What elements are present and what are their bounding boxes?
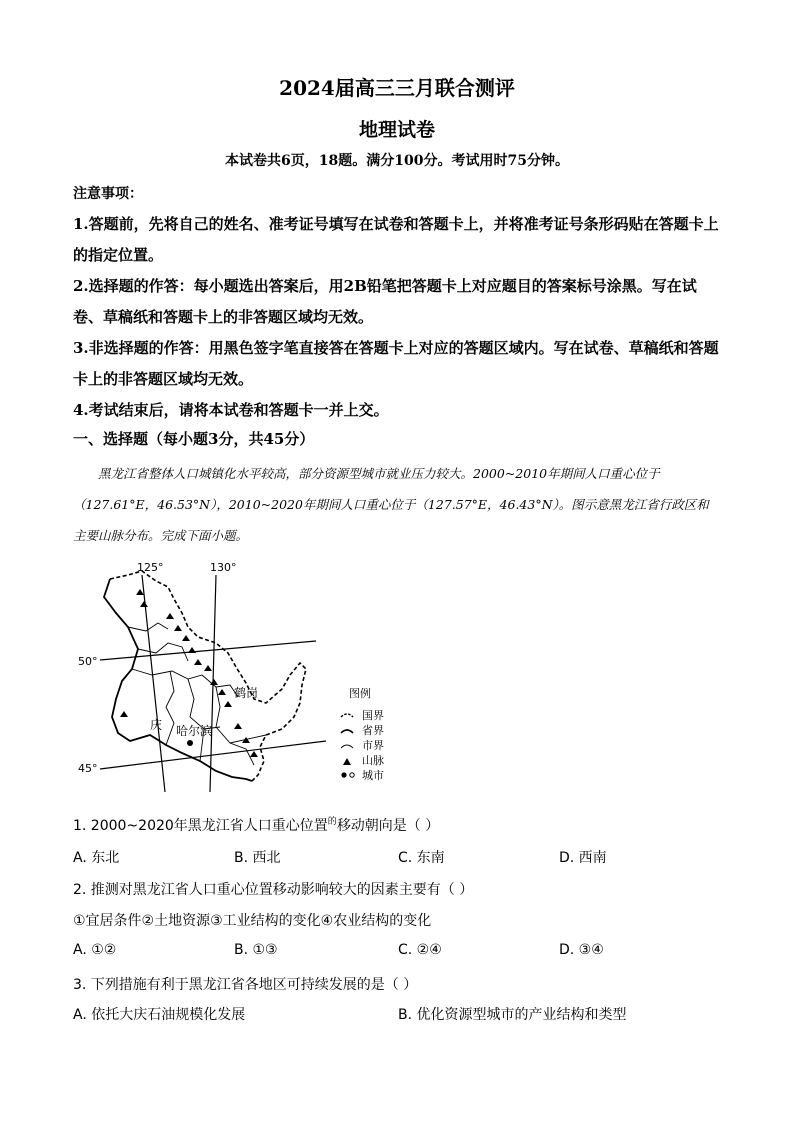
city-boundary — [188, 679, 204, 761]
legend-item: 国界 — [362, 709, 384, 722]
provincial-border — [104, 579, 252, 781]
legend-national-border-symbol — [341, 714, 353, 717]
material-line: 主要山脉分布。完成下面小题。 — [73, 528, 249, 543]
section-heading: 一、选择题（每小题3分，共45分） — [73, 430, 315, 448]
exam-title: 2024届高三三月联合测评 — [279, 76, 515, 100]
question-1-option-c[interactable]: C. 东南 — [398, 850, 445, 866]
question-2-option-b[interactable]: B. ①③ — [234, 942, 278, 958]
city-boundary — [166, 671, 174, 745]
legend-item: 山脉 — [362, 754, 384, 767]
material-line: （127.61°E，46.53°N），2010~2020年期间人口重心位于（127.57°E，46.43°N）。图示意黑龙江省行政区和 — [73, 497, 709, 512]
legend-item: 省界 — [362, 724, 384, 737]
legend-title: 图例 — [349, 687, 371, 700]
question-3-option-b[interactable]: B. 优化资源型城市的产业结构和类型 — [398, 1007, 627, 1023]
question-2-option-d[interactable]: D. ③④ — [559, 942, 604, 958]
question-1-stem: 1. 2000~2020年黑龙江省人口重心位置$^的$移动朝向是（ ） — [73, 817, 440, 834]
meridian-125 — [142, 575, 165, 792]
legend-item: 城市 — [362, 769, 384, 782]
city-label-hegang: 鹤岗 — [234, 686, 259, 700]
legend-mountain-symbol — [343, 758, 351, 765]
notice-list — [73, 209, 723, 426]
question-3-option-a[interactable]: A. 依托大庆石油规模化发展 — [73, 1007, 246, 1023]
legend-item: 市界 — [362, 739, 384, 752]
legend-city-symbol — [350, 773, 354, 777]
legend-provincial-border-symbol — [341, 730, 353, 733]
question-2-option-a[interactable]: A. ①② — [73, 942, 117, 958]
notice-item: 3.非选择题的作答：用黑色签字笔直接答在答题卡上对应的答题区域内。写在试卷、草稿纸和答题卡上的非答题区域均无效。 — [73, 339, 719, 388]
city-boundary — [138, 643, 188, 661]
notice-heading: 注意事项： — [73, 186, 143, 202]
question-material — [73, 458, 723, 551]
question-3-stem: 3. 下列措施有利于黑龙江省各地区可持续发展的是（ ） — [73, 977, 418, 993]
legend-city-symbol — [341, 772, 346, 777]
parallel-45 — [100, 741, 326, 769]
lon-label-130: 130° — [210, 561, 237, 574]
lon-label-125: 125° — [137, 561, 164, 574]
notice-item: 4.考试结束后，请将本试卷和答题卡一并上交。 — [73, 401, 389, 419]
national-border — [110, 571, 306, 781]
city-label-daqing: 庆 — [150, 718, 163, 732]
notice-item: 1.答题前，先将自己的姓名、准考证号填写在试卷和答题卡上，并将准考证号条形码贴在答题卡上的指定位置。 — [73, 215, 719, 264]
material-line: 黑龙江省整体人口城镇化水平较高，部分资源型城市就业压力较大。2000~2010年期间人口重心位于 — [98, 466, 660, 481]
subject-title: 地理试卷 — [358, 119, 435, 141]
lat-label-50: 50° — [78, 655, 98, 668]
question-2-factors: ①宜居条件②土地资源③工业结构的变化④农业结构的变化 — [73, 913, 432, 929]
lat-label-45: 45° — [78, 762, 98, 775]
city-label-haerbin: 哈尔滨 — [176, 724, 213, 738]
question-1-option-b[interactable]: B. 西北 — [234, 850, 281, 866]
city-marker — [187, 740, 193, 746]
city-boundary — [204, 727, 266, 743]
question-2-stem: 2. 推测对黑龙江省人口重心位置移动影响较大的因素主要有（ ） — [73, 882, 474, 898]
notice-item: 2.选择题的作答：每小题选出答案后，用2B铅笔把答题卡上对应题目的答案标号涂黑。写在试卷、草稿纸和答题卡上的非答题区域均无效。 — [73, 277, 697, 326]
legend-city-boundary-symbol — [341, 745, 353, 748]
exam-info: 本试卷共6页，18题。满分100分。考试用时75分钟。 — [225, 153, 569, 169]
question-1-option-a[interactable]: A. 东北 — [73, 850, 120, 866]
question-2-option-c[interactable]: C. ②④ — [398, 942, 442, 958]
heilongjiang-map — [70, 557, 410, 797]
question-1-option-d[interactable]: D. 西南 — [559, 850, 607, 866]
parallel-50 — [100, 641, 316, 660]
